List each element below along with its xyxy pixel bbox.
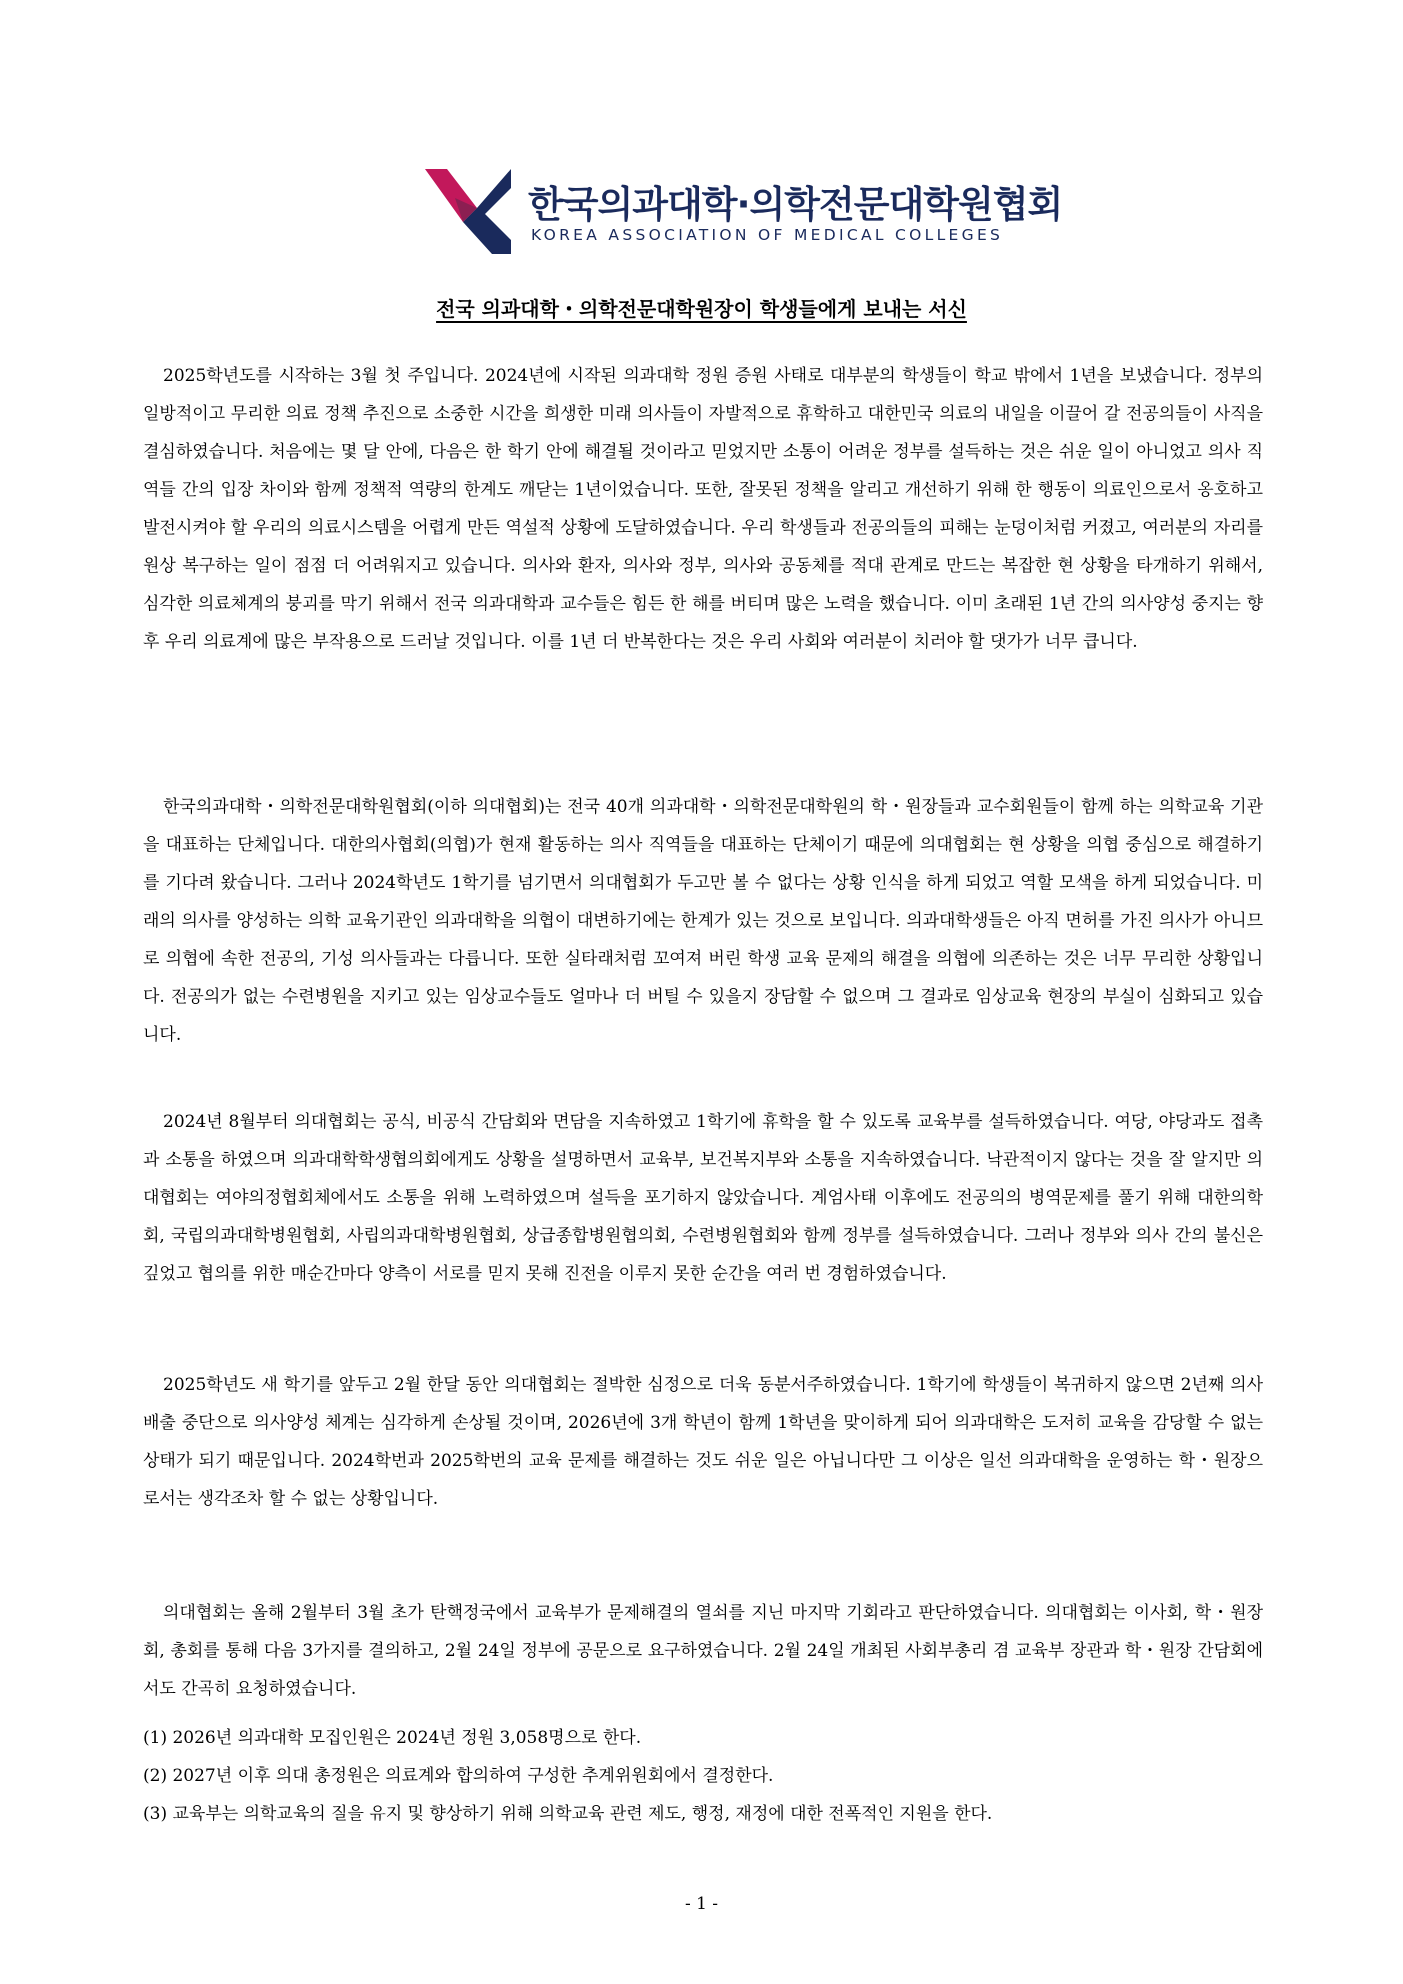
logo-korean-name: 한국의과대학·의학전문대학원협회 <box>528 183 1063 226</box>
logo-english-name: KOREA ASSOCIATION OF MEDICAL COLLEGES <box>531 226 1004 244</box>
association-logo <box>425 164 1063 254</box>
paragraph-4 <box>143 1366 1263 1518</box>
demands-list <box>143 1719 1263 1833</box>
paragraph-3 <box>143 1103 1263 1293</box>
paragraph-text: 의대협회는 올해 2월부터 3월 초가 탄핵정국에서 교육부가 문제해결의 열쇠를 지닌 마지막 기회라고 판단하였습니다. 의대협회는 이사회, 학・원장회, 총회를 통해 다음 3가지를 결의하고, 2월 24일 정부에 공문으로 요구하였습니다. 2월 24일 개최된 사회부총리 겸 교육부 장관과 학・원장 간담회에서도 간곡히 요청하였습니다. <box>143 1603 1263 1699</box>
list-item: (3) 교육부는 의학교육의 질을 유지 및 향상하기 위해 의학교육 관련 제도, 행정, 재정에 대한 전폭적인 지원을 한다. <box>143 1804 993 1824</box>
logo-mark-icon <box>425 164 520 254</box>
paragraph-1 <box>143 357 1263 661</box>
paragraph-2 <box>143 788 1263 1054</box>
paragraph-5 <box>143 1594 1263 1708</box>
paragraph-text: 2025학년도 새 학기를 앞두고 2월 한달 동안 의대협회는 절박한 심정으로 더욱 동분서주하였습니다. 1학기에 학생들이 복귀하지 않으면 2년째 의사 배출 중단으로 의사양성 체계는 심각하게 손상될 것이며, 2026년에 3개 학년이 함께 1학년을 맞이하게 되어 의과대학은 도저히 교육을 감당할 수 없는 상태가 되기 때문입니다. 2024학번과 2025학번의 교육 문제를 해결하는 것도 쉬운 일은 아닙니다만 그 이상은 일선 의과대학을 운영하는 학・원장으로서는 생각조차 할 수 없는 상황입니다. <box>143 1375 1263 1509</box>
paragraph-text: 2025학년도를 시작하는 3월 첫 주입니다. 2024년에 시작된 의과대학 정원 증원 사태로 대부분의 학생들이 학교 밖에서 1년을 보냈습니다. 정부의 일방적이고 무리한 의료 정책 추진으로 소중한 시간을 희생한 미래 의사들이 자발적으로 휴학하고 대한민국 의료의 내일을 이끌어 갈 전공의들이 사직을 결심하였습니다. 처음에는 몇 달 안에, 다음은 한 학기 안에 해결될 것이라고 믿었지만 소통이 어려운 정부를 설득하는 것은 쉬운 일이 아니었고 의사 직역들 간의 입장 차이와 함께 정책적 역량의 한계도 깨닫는 1년이었습니다. 또한, 잘못된 정책을 알리고 개선하기 위해 한 행동이 의료인으로서 옹호하고 발전시켜야 할 우리의 의료시스템을 어렵게 만든 역설적 상황에 도달하였습니다. 우리 학생들과 전공의들의 피해는 눈덩이처럼 커졌고, 여러분의 자리를 원상 복구하는 일이 점점 더 어려워지고 있습니다. 의사와 환자, 의사와 정부, 의사와 공동체를 적대 관계로 만드는 복잡한 현 상황을 타개하기 위해서, 심각한 의료체계의 붕괴를 막기 위해서 전국 의과대학과 교수들은 힘든 한 해를 버티며 많은 노력을 했습니다. 이미 초래된 1년 간의 의사양성 중지는 향후 우리 의료계에 많은 부작용으로 드러날 것입니다. 이를 1년 더 반복한다는 것은 우리 사회와 여러분이 치러야 할 댓가가 너무 큽니다. <box>143 366 1263 652</box>
paragraph-text: 한국의과대학・의학전문대학원협회(이하 의대협회)는 전국 40개 의과대학・의학전문대학원의 학・원장들과 교수회원들이 함께 하는 의학교육 기관을 대표하는 단체입니다. 대한의사협회(의협)가 현재 활동하는 의사 직역들을 대표하는 단체이기 때문에 의대협회는 현 상황을 의협 중심으로 해결하기를 기다려 왔습니다. 그러나 2024학년도 1학기를 넘기면서 의대협회가 두고만 볼 수 없다는 상황 인식을 하게 되었고 역할 모색을 하게 되었습니다. 미래의 의사를 양성하는 의학 교육기관인 의과대학을 의협이 대변하기에는 한계가 있는 것으로 보입니다. 의과대학생들은 아직 면허를 가진 의사가 아니므로 의협에 속한 전공의, 기성 의사들과는 다릅니다. 또한 실타래처럼 꼬여져 버린 학생 교육 문제의 해결을 의협에 의존하는 것은 너무 무리한 상황입니다. 전공의가 없는 수련병원을 지키고 있는 임상교수들도 얼마나 더 버틸 수 있을지 장담할 수 없으며 그 결과로 임상교육 현장의 부실이 심화되고 있습니다. <box>143 797 1263 1045</box>
list-item: (1) 2026년 의과대학 모집인원은 2024년 정원 3,058명으로 한다. <box>143 1728 642 1748</box>
page-number: - 1 - <box>684 1894 719 1914</box>
list-item: (2) 2027년 이후 의대 총정원은 의료계와 합의하여 구성한 추계위원회에서 결정한다. <box>143 1766 774 1786</box>
document-title: 전국 의과대학・의학전문대학원장이 학생들에게 보내는 서신 <box>436 297 967 321</box>
paragraph-text: 2024년 8월부터 의대협회는 공식, 비공식 간담회와 면담을 지속하였고 1학기에 휴학을 할 수 있도록 교육부를 설득하였습니다. 여당, 야당과도 접촉과 소통을 하였으며 의과대학학생협의회에게도 상황을 설명하면서 교육부, 보건복지부와 소통을 지속하였습니다. 낙관적이지 않다는 것을 잘 알지만 의대협회는 여야의정협회체에서도 소통을 위해 노력하였으며 설득을 포기하지 않았습니다. 계엄사태 이후에도 전공의의 병역문제를 풀기 위해 대한의학회, 국립의과대학병원협회, 사립의과대학병원협회, 상급종합병원협의회, 수련병원협회와 함께 정부를 설득하였습니다. 그러나 정부와 의사 간의 불신은 깊었고 협의를 위한 매순간마다 양측이 서로를 믿지 못해 진전을 이루지 못한 순간을 여러 번 경험하였습니다. <box>143 1112 1263 1284</box>
